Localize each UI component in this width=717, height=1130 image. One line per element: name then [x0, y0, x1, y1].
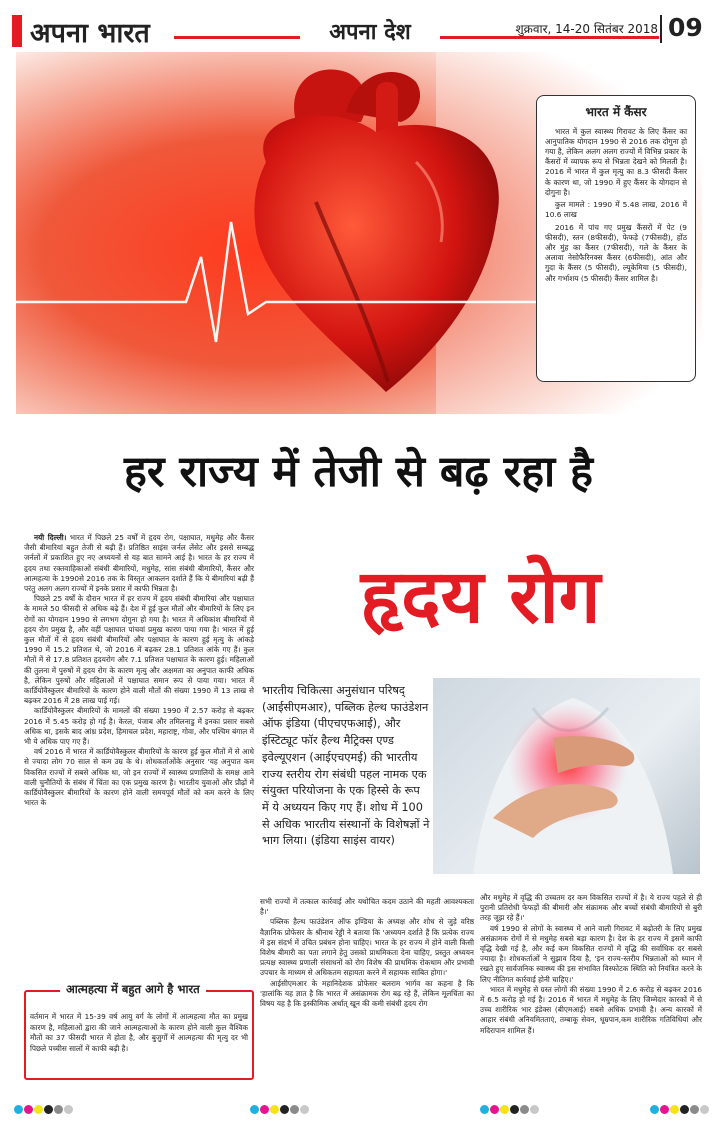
study-source-note: भारतीय चिकित्सा अनुसंधान परिषद् (आईसीएमआर), पब्लिक हेल्थ फाउंडेशन ऑफ इंडिया (पीएचएफआई), और इंस्टिट्यूट फॉर हैल्थ मैट्रिक्स एण्ड इवेल्यूएशन (आईएचएमई) की भारतीय राज्य स्तरीय रोग संबंधी पहल नामक एक संयुक्त परियोजना के एक हिस्से के रूप में ये अध्ययन किए गए हैं। शोध में 100 से अधिक भारतीय संस्थानों के विशेषज्ञों ने भाग लिया। (इंडिया साइंस वायर)	[262, 684, 430, 848]
color-registration-dot	[290, 1105, 299, 1114]
color-registration-dot	[250, 1105, 259, 1114]
color-registration-dot	[530, 1105, 539, 1114]
color-registration-dot	[260, 1105, 269, 1114]
publication-name: अपना भारत	[30, 18, 150, 49]
article-paragraph: सभी राज्यों में तत्काल कार्रवाई और यथोचित कदम उठाने की महती आवश्यकता है।'	[260, 897, 474, 917]
article-column-2	[260, 897, 474, 1009]
color-registration-dot	[64, 1105, 73, 1114]
page-number: 09	[668, 13, 703, 42]
color-registration-dot	[690, 1105, 699, 1114]
header-accent-block	[12, 15, 22, 47]
article-paragraph: पब्लिक हैल्थ फाउंडेशन ऑफ इण्डिया के अध्यक्ष और शोध से जुड़े वरिष्ठ वैज्ञानिक प्रोफेसर के श्रीनाथ रेड्डी ने बताया कि 'अध्ययन दर्शाते हैं कि प्रत्येक राज्य में इस संदर्भ में उचित प्रबंधन होना चाहिए। भारत के हर राज्य में होने वाली किसी विशेष बीमारी का पता लगाने हेतु उसको प्राथमिकता देना चाहिए, प्रस्तुत अध्ययन प्रत्यक्ष स्वास्थ्य प्रणाली संसाधनों को रोग विशेष की प्राथमिक रोकथाम और प्रभावी उपचार के माध्यम से अधिकतम सहायता करने में सहायक साबित होगा।'	[260, 917, 474, 978]
article-column-3	[480, 893, 702, 1036]
article-column-1	[24, 533, 254, 808]
article-paragraph: वर्ष 2016 में भारत में कार्डियोवैस्कुलर बीमारियों के कारण हुई कुल मौतों में से आधे से ज्यादा लोग 70 साल से कम उम्र के थे। शोधकर्ताओंके अनुसार 'यह अनुपात कम विकसित राज्यों में सबसे अधिक था, जो इन राज्यों में स्वास्थ्य प्रणालियों के समक्ष आने वाली चुनौतियों के संबंध में चिंता का एक प्रमुख कारण है। भारतीय युवाओं और प्रौढ़ों में कार्डियोवैस्कुलर बीमारियों के कारण होने वाली समयपूर्व मौतों को कम करने के लिए भारत के	[24, 747, 254, 808]
chest-pain-photo	[433, 678, 700, 874]
chest-pain-image	[433, 678, 700, 874]
page-number-divider	[660, 15, 662, 43]
color-registration-dot	[14, 1105, 23, 1114]
color-registration-dot	[34, 1105, 43, 1114]
color-registration-dot	[660, 1105, 669, 1114]
article-paragraph: और मधुमेह में वृद्धि की उच्चतम दर कम विकसित राज्यों में है। ये राज्य पहले से ही पुरानी प्रतिरोधी फेफड़ों की बीमारी और संक्रामक और बच्चों संबंधी बीमारियों से बुरी तरह जूझ रहे हैं।'	[480, 893, 702, 923]
paragraph-text: भारत में पिछले 25 वर्षों में हृदय रोग, पक्षाघात, मधुमेह और कैंसर जैसी बीमारियां बहुत तेजी से बढ़ी हैं। प्रतिष्ठित साइंस जर्नल लेंसेट और इससे सम्बद्ध जर्नलों में प्रकाशित हुए नए अध्ययनों से यह बात सामने आई है। भारत के हर राज्य में हृदय तथा रक्तवाहिकाओं संबंधी बीमारियों, मधुमेह, सांस संबंधी बीमारियों, कैंसर और आत्महत्या के 1990से 2016 तक के विस्तृत आकलन दर्शाते हैं कि ये बीमारियां बढ़ी हैं परंतु अलग अलग राज्यों में इनके प्रसार में काफी भिन्नता है।	[24, 533, 254, 594]
cancer-info-box	[536, 95, 696, 382]
main-headline: हर राज्य में तेजी से बढ़ रहा है	[124, 447, 593, 497]
color-registration-dot	[650, 1105, 659, 1114]
cancer-box-title: भारत में कैंसर	[585, 105, 647, 119]
color-registration-dot	[510, 1105, 519, 1114]
color-registration-dot	[300, 1105, 309, 1114]
color-registration-dot	[280, 1105, 289, 1114]
section-title: अपना देश	[300, 16, 440, 46]
color-registration-dot	[270, 1105, 279, 1114]
color-registration-dot	[490, 1105, 499, 1114]
headline-highlight: हृदय रोग	[360, 554, 601, 640]
article-paragraph: आईसीएमआर के महानिदेशक प्रोफेसर बलराम भार्गव का कहना है कि 'हालांकि यह ज्ञात है कि भारत में असंक्रामक रोग बढ़ रहे हैं, लेकिन मूलचिंता का विषय यह है कि इस्कीमिक अर्थात् खून की कमी संबंधी हृदय रोग	[260, 978, 474, 1009]
print-color-marks	[0, 1100, 717, 1118]
color-registration-dot	[680, 1105, 689, 1114]
color-registration-dot	[500, 1105, 509, 1114]
cancer-box-paragraph: कुल मामले : 1990 में 5.48 लाख, 2016 में 10.6 लाख	[545, 200, 687, 220]
color-registration-dot	[520, 1105, 529, 1114]
color-registration-dot	[670, 1105, 679, 1114]
color-registration-dot	[700, 1105, 709, 1114]
suicide-box-title: आत्महत्या में बहुत आगे है भारत	[60, 982, 206, 997]
cancer-box-paragraph: भारत में कुल स्वास्थ्य गिरावट के लिए कैंसर का आनुपातिक योगदान 1990 से 2016 तक दोगुना हो गया है, लेकिन अलग अलग राज्यों में विभिन्न प्रकार के कैंसरों में व्यापक रूप से भिन्नता देखने को मिलती है। 2016 में भारत में कुल मृत्यु का 8.3 फीसदी कैंसर के कारण था, जो 1990 में हुए कैंसर के योगदान से दोगुना है।	[545, 126, 687, 197]
issue-date: शुक्रवार, 14-20 सितंबर 2018	[515, 22, 658, 36]
suicide-box-text: वर्तमान में भारत में 15-39 वर्ष आयु वर्ग के लोगों में आत्महत्या मौत का प्रमुख कारण है, महिलाओं द्वारा की जाने आत्महत्याओं के कारण होने वाली कुल वैश्विक मौतों का 37 फीसदी भारत में होता है, और बुजुर्गों में आत्महत्या की मृत्यु दर भी पिछले पच्चीस सालों में काफी बढ़ी है।	[30, 1012, 248, 1053]
color-registration-dot	[44, 1105, 53, 1114]
color-registration-dot	[24, 1105, 33, 1114]
article-paragraph	[24, 533, 254, 594]
cancer-box-paragraph: 2016 में पांच गए प्रमुख कैंसरों में पेट (9 फीसदी), स्तन (8फीसदी), फेफड़े (7फीसदी), होंठ और मुंह का कैंसर (7फीसदी), गले के कैंसर के अलावा नेसोफैरिनक्स कैंसर (6फीसदी), आंत और गुदा के कैंसर (5 फीसदी), ल्यूकेमिया (5 फीसदी), और गर्भाशय (5 फीसदी) कैंसर शामिल है।	[545, 222, 687, 283]
article-paragraph: वर्ष 1990 से लोगों के स्वास्थ्य में आने वाली गिरावट में बढ़ोतरी के लिए प्रमुख असंक्रामक रोगों में से मधुमेह सबसे बड़ा कारण है। देश के हर राज्य में इसमें काफी वृद्धि देखी गई है, और कई कम विकसित राज्यों में वृद्धि की सर्वाधिक दर सबसे ज्यादा है। शोधकर्ताओं ने सुझाव दिया है, 'इन राज्य-स्तरीय भिन्नताओं को ध्यान में रखते हुए सार्वजनिक स्वास्थ्य की इस संभावित विस्फोटक स्थिति को नियंत्रित करने के लिए नीतिगत कार्रवाई होनी चाहिए।'	[480, 923, 702, 984]
dateline: नयी दिल्ली।	[34, 533, 67, 542]
color-registration-dot	[480, 1105, 489, 1114]
article-paragraph: कार्डियोवैस्कुलर बीमारियों के मामलों की संख्या 1990 में 2.57 करोड़ से बढ़कर 2016 में 5.45 करोड़ हो गई है। केरल, पंजाब और तमिलनाडु में इनका प्रसार सबसे अधिक था, इसके बाद आंध्र प्रदेश, हिमाचल प्रदेश, महाराष्ट्र, गोवा, और पश्चिम बंगाल में भी ये अधिक पाए गए हैं।	[24, 706, 254, 747]
color-registration-dot	[54, 1105, 63, 1114]
article-paragraph: भारत में मधुमेह से ग्रस्त लोगों की संख्या 1990 में 2.6 करोड़ से बढ़कर 2016 में 6.5 करोड़ हो गई है। 2016 में भारत में मधुमेह के लिए जिम्मेदार कारकों में से उच्च शारीरिक भार इंडेक्स (बीएमआई) सबसे अधिक प्रभावी है। अन्य कारकों में आहार संबंधी अनियमितताएं, तम्बाकू सेवन, धूम्रपान,कम शारीरिक गतिविधियां और मदिरापान शामिल हैं।	[480, 984, 702, 1035]
article-paragraph: पिछले 25 वर्षों के दौरान भारत में हर राज्य में हृदय संबंधी बीमारियां और पक्षाघात के मामले 50 फीसदी से अधिक बढ़े हैं। देश में हुई कुल मौतों और बीमारियों के लिए इन रोगों का योगदान 1990 से लगभग दोगुना हो गया है। भारत में अधिकांश बीमारियों में हृदय रोग प्रमुख है, और वहीं पक्षाघात पांचवां प्रमुख कारण पाया गया है। भारत में हुई कुल मौतों में से हृदय संबंधी बीमारियों और पक्षाघात के कारण हुई मृत्यु के आंकड़े 1990 में 15.2 प्रतिशत थे, जो 2016 में बढ़कर 28.1 प्रतिशत आंके गए हैं। कुल मौतों में से 17.8 प्रतिशत हृदयरोग और 7.1 प्रतिशत पक्षाघात के कारण हुई। महिलाओं की तुलना में पुरुषों में हृदय रोग के कारण मृत्यु और अक्षमता का अनुपात काफी अधिक है, लेकिन पुरुषों और महिलाओं में पक्षाघात समान रूप से पाया गया। भारत में कार्डियोवैस्कुलर बीमारियों के कारण होने वाली मौतों की संख्या 1990 में 13 लाख से बढ़कर 2016 में 28 लाख पाई गई।	[24, 594, 254, 706]
